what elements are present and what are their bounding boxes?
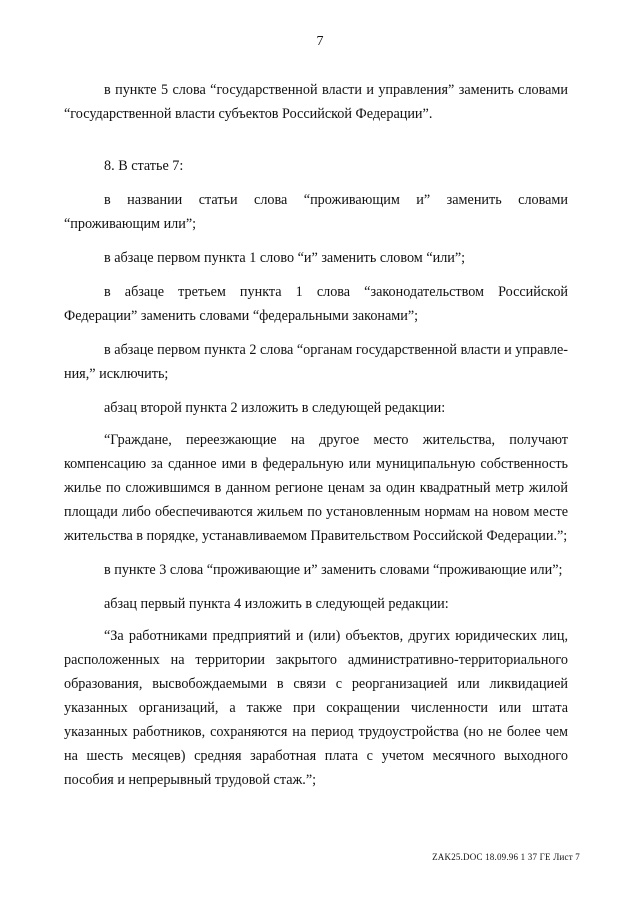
paragraph: в абзаце первом пункта 2 слова “органам государственной власти и управления,” исключить; xyxy=(64,342,568,382)
quoted-paragraph: “Граждане, переезжающие на другое место жительства, получают компенсацию за сданное ими в федеральную или муниципальную собственность жилье по сложившимся в данном регионе ценам за один квадратный метр жилой площади либо обеспечиваются жильем по установленным нормам на новом месте жительства в порядке, устанавливаемом Правительством Российской Федерации.”; xyxy=(64,432,568,544)
paragraph: абзац первый пункта 4 изложить в следующей редакции: xyxy=(104,596,449,612)
document-body xyxy=(64,78,568,802)
paragraph: в абзаце первом пункта 1 слово “и” заменить словом “или”; xyxy=(104,250,466,266)
document-footer: ZAK25.DOC 18.09.96 1 37 ГЕ Лист 7 xyxy=(432,852,580,862)
page-number: 7 xyxy=(316,34,324,49)
section-heading: 8. В статье 7: xyxy=(104,158,184,174)
paragraph: в пункте 3 слова “проживающие и” заменить словами “проживающие или”; xyxy=(104,562,563,578)
paragraph: в пункте 5 слова “государственной власти и управления” заменить словами “государственной власти субъектов Российской Федерации”. xyxy=(64,82,568,122)
paragraph: в абзаце третьем пункта 1 слова “законодательством Российской Федерации” заменить словами “федеральными законами”; xyxy=(64,284,568,324)
paragraph: абзац второй пункта 2 изложить в следующей редакции: xyxy=(104,400,446,416)
paragraph: в названии статьи слова “проживающим и” заменить словами “проживающим или”; xyxy=(64,192,568,232)
quoted-paragraph: “За работниками предприятий и (или) объектов, других юридических лиц, расположенных на территории закрытого административно-территориального образования, высвобождаемыми в связи с реорганизацией или ликвидацией указанных организаций, а также при сокращении численности или штата указанных работников, сохраняются на период трудоустройства (но не более чем на шесть месяцев) средняя заработная плата с учетом месячного выходного пособия и непрерывный трудовой стаж.”; xyxy=(64,628,568,788)
